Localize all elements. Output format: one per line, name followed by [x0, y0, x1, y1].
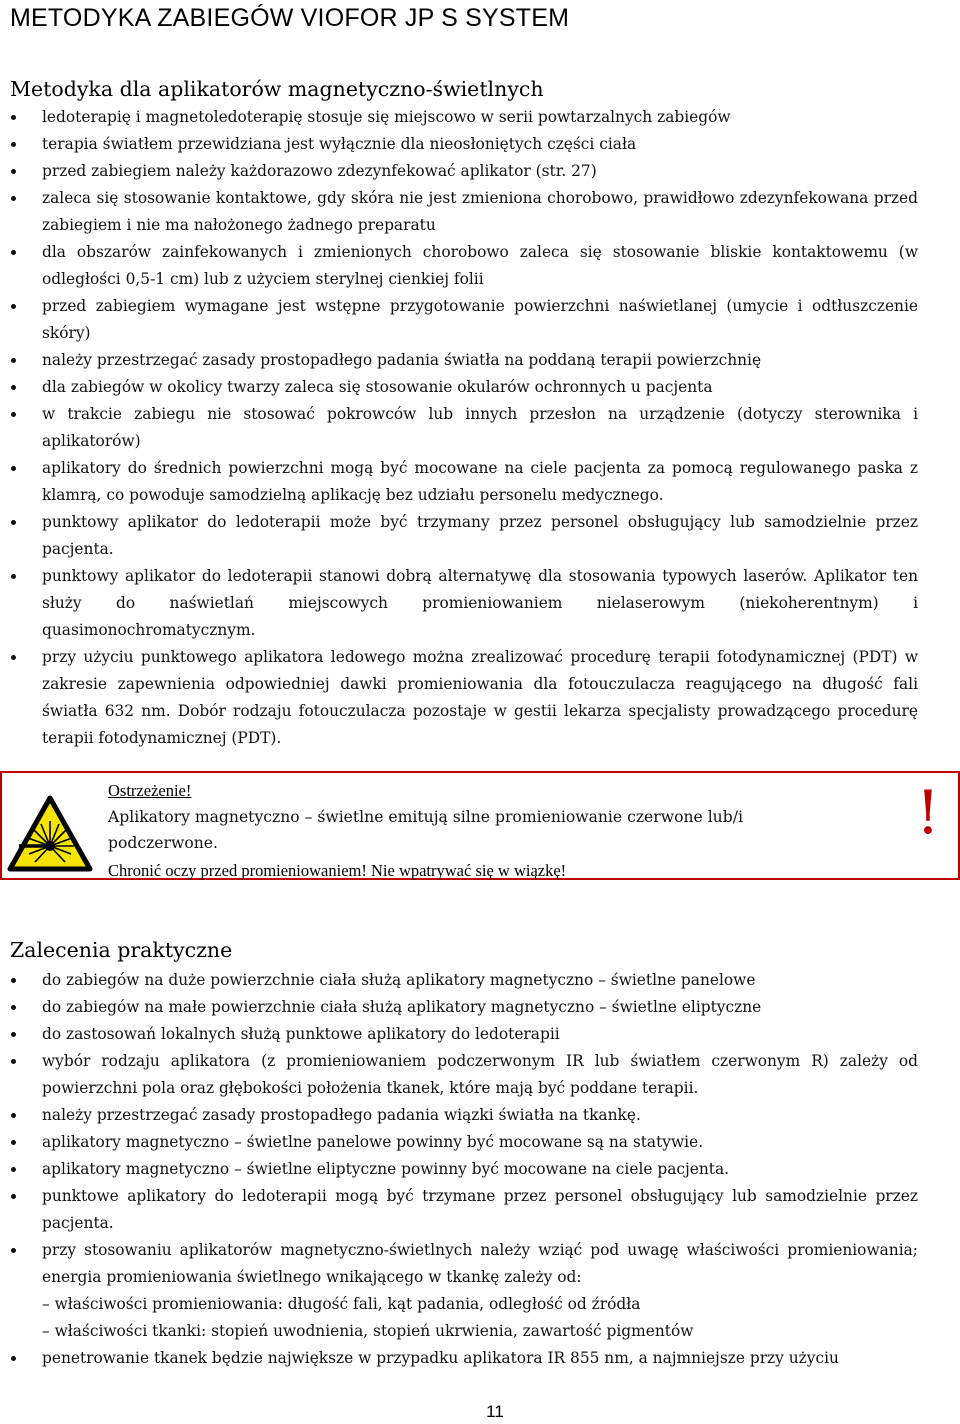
list-item: dla zabiegów w okolicy twarzy zaleca się stosowanie okularów ochronnych u pacjenta: [10, 374, 918, 401]
list-item: przed zabiegiem należy każdorazowo zdezynfekować aplikator (str. 27): [10, 158, 918, 185]
list-item: przy użyciu punktowego aplikatora ledowego można zrealizować procedurę terapii fotodynamicznej (PDT) w zakresie zapewnienia odpowiedniej dawki promieniowania dla fotouczulacza reagującego na długość fali światła 632 nm. Dobór rodzaju fotouczulacza pozostaje w gestii lekarza specjalisty prowadzącego procedurę terapii fotodynamicznej (PDT).: [10, 644, 918, 752]
list-item: do zastosowań lokalnych służą punktowe aplikatory do ledoterapii: [10, 1021, 918, 1048]
list-item: przed zabiegiem wymagane jest wstępne przygotowanie powierzchni naświetlanej (umycie i odtłuszczenie skóry): [10, 293, 918, 347]
list-item: penetrowanie tkanek będzie największe w przypadku aplikatora IR 855 nm, a najmniejsze przy użyciu: [10, 1345, 918, 1372]
list-item: należy przestrzegać zasady prostopadłego padania światła na poddaną terapii powierzchnię: [10, 347, 918, 374]
methodology-list: [10, 104, 918, 752]
warning-note: Chronić oczy przed promieniowaniem! Nie wpatrywać się w wiązkę!: [108, 861, 567, 880]
warning-text: [108, 777, 808, 886]
list-item: ledoterapię i magnetoledoterapię stosuje się miejscowo w serii powtarzalnych zabiegów: [10, 104, 918, 131]
document-title: METODYKA ZABIEGÓW VIOFOR JP S SYSTEM: [10, 4, 570, 32]
list-item: przy stosowaniu aplikatorów magnetyczno-świetlnych należy wziąć pod uwagę właściwości promieniowania; energia promieniowania świetlnego wnikającego w tkankę zależy od:: [10, 1237, 918, 1291]
list-item: aplikatory do średnich powierzchni mogą być mocowane na ciele pacjenta za pomocą regulowanego paska z klamrą, co powoduje samodzielną aplikację bez udziału personelu medycznego.: [10, 455, 918, 509]
section-title-methodology: Metodyka dla aplikatorów magnetyczno-świetlnych: [10, 77, 544, 101]
laser-source: [45, 841, 55, 851]
list-item: punktowy aplikator do ledoterapii stanowi dobrą alternatywę dla stosowania typowych laserów. Aplikator ten służy do naświetlań miejscowych promieniowaniem nielaserowym (niekoherentnym) i quasimonochromatycznym.: [10, 563, 918, 644]
list-item: w trakcie zabiegu nie stosować pokrowców lub innych przesłon na urządzenie (dotyczy sterownika i aplikatorów): [10, 401, 918, 455]
warning-body: Aplikatory magnetyczno – świetlne emitują silne promieniowanie czerwone lub/i podczerwone.: [108, 808, 743, 852]
list-item: terapia światłem przewidziana jest wyłącznie dla nieosłoniętych części ciała: [10, 131, 918, 158]
list-item: należy przestrzegać zasady prostopadłego padania wiązki światła na tkankę.: [10, 1102, 918, 1129]
laser-warning-icon: [7, 795, 93, 873]
list-item: aplikatory magnetyczno – świetlne eliptyczne powinny być mocowane na ciele pacjenta.: [10, 1156, 918, 1183]
recommendations-list: [10, 967, 918, 1372]
list-item: zaleca się stosowanie kontaktowe, gdy skóra nie jest zmieniona chorobowo, prawidłowo zdezynfekowana przed zabiegiem i nie ma nałożonego żadnego preparatu: [10, 185, 918, 239]
list-item: punktowy aplikator do ledoterapii może być trzymany przez personel obsługujący lub samodzielnie przez pacjenta.: [10, 509, 918, 563]
list-item: aplikatory magnetyczno – świetlne panelowe powinny być mocowane są na statywie.: [10, 1129, 918, 1156]
list-item: dla obszarów zainfekowanych i zmienionych chorobowo zaleca się stosowanie bliskie kontaktowemu (w odległości 0,5-1 cm) lub z użyciem sterylnej cienkiej folii: [10, 239, 918, 293]
list-item: do zabiegów na duże powierzchnie ciała służą aplikatory magnetyczno – świetlne panelowe: [10, 967, 918, 994]
list-item: do zabiegów na małe powierzchnie ciała służą aplikatory magnetyczno – świetlne eliptyczne: [10, 994, 918, 1021]
sub-list-item: – właściwości tkanki: stopień uwodnienia, stopień ukrwienia, zawartość pigmentów: [42, 1322, 694, 1340]
warning-heading: Ostrzeżenie!: [108, 781, 192, 800]
section-title-recommendations: Zalecenia praktyczne: [10, 938, 233, 962]
page-number: 11: [486, 1402, 504, 1421]
sub-list-item: – właściwości promieniowania: długość fali, kąt padania, odległość od źródła: [42, 1295, 641, 1313]
warning-box: [0, 771, 960, 880]
list-item: punktowe aplikatory do ledoterapii mogą być trzymane przez personel obsługujący lub samodzielnie przez pacjenta.: [10, 1183, 918, 1237]
exclamation-icon: !: [915, 778, 940, 848]
list-item: wybór rodzaju aplikatora (z promieniowaniem podczerwonym IR lub światłem czerwonym R) zależy od powierzchni pola oraz głębokości położenia tkanek, które mają być poddane terapii.: [10, 1048, 918, 1102]
